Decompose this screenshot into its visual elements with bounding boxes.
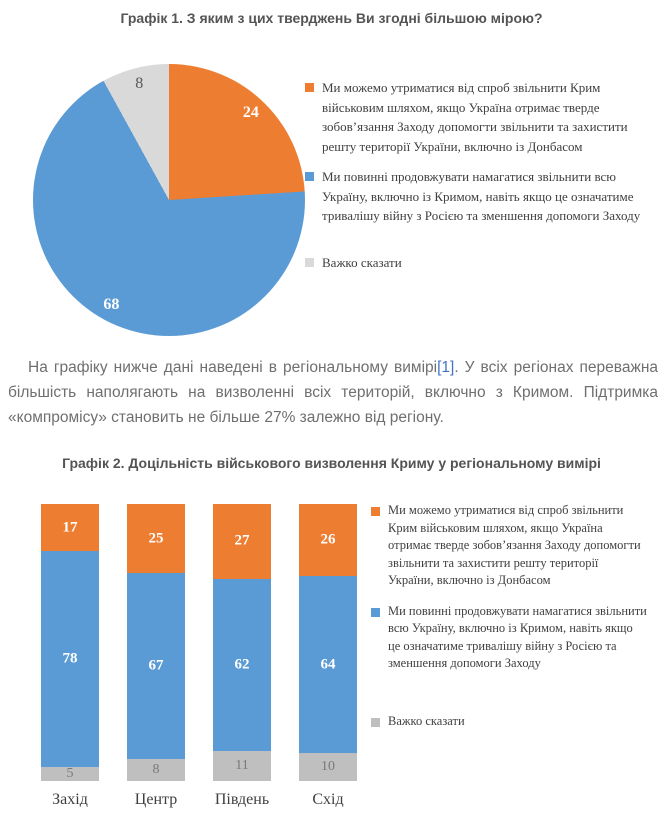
- legend-label: Важко сказати: [388, 713, 465, 728]
- category-label-zakhid: Захід: [52, 791, 88, 808]
- bar-value-label: 17: [62, 519, 78, 536]
- legend-label: Ми повинні продовжувати намагатися звільнити всю Україну, включно із Кримом, навіть якщо це означатиме тривалішу війну з Росією та зменшення допомоги Заходу: [322, 169, 641, 223]
- pie-value-label-liberate-all: 68: [103, 295, 120, 313]
- bar-group-pivden: [213, 504, 271, 809]
- category-label-pivden: Південь: [214, 791, 270, 808]
- bar-group-tsentr: [127, 504, 185, 809]
- bar-segment-orange: [299, 504, 357, 576]
- legend-label: Ми можемо утриматися від спроб звільнити Крим військовим шляхом, якщо Україна отримає тверде зобов’язання Заходу допомогти звільнити та захистити решту території України, включно із Донбасом: [322, 80, 628, 154]
- legend-label: Ми можемо утриматися від спроб звільнити Крим військовим шляхом, якщо Україна отримає тверде зобов’язання Заходу допомогти звільнити та захистити решту території України, включно із Донбасом: [388, 503, 641, 587]
- bar-value-label: 5: [66, 766, 74, 782]
- bar-segment-blue: [41, 551, 99, 767]
- legend-label: Ми повинні продовжувати намагатися звільнити всю Україну, включно із Кримом, навіть якщо це означатиме тривалішу війну з Росією та зменшення допомоги Заходу: [388, 603, 647, 670]
- chart1-legend: [305, 78, 657, 283]
- legend-item-compromise: [305, 78, 657, 156]
- bar-segment-blue: [127, 573, 185, 759]
- legend-item-hard-to-say: [371, 713, 647, 731]
- bar-value-label: 27: [234, 532, 250, 549]
- bar-value-label: 62: [234, 656, 250, 673]
- pie-value-label-compromise: 24: [242, 103, 259, 121]
- pie-value-label-hard-to-say: 8: [135, 75, 144, 93]
- legend-item-compromise: [371, 502, 647, 590]
- paragraph-text-after: . У всіх регіонах переважна більшість наполягають на визволенні всіх територій, включно з Кримом. Підтримка «компромісу» становить не більше 27% залежно від регіону.: [8, 359, 658, 426]
- bar-segment-gray: [299, 753, 357, 781]
- orange-square-icon: [371, 507, 380, 516]
- bar-segment-blue: [299, 576, 357, 753]
- footnote-link-1[interactable]: [1]: [437, 359, 455, 376]
- article-paragraph: [8, 355, 658, 430]
- legend-label: Важко сказати: [322, 254, 402, 270]
- bar-segment-gray: [213, 751, 271, 781]
- bar-group-skhid: [299, 504, 357, 809]
- pie-chart: [33, 64, 305, 336]
- stacked-bar: [127, 504, 185, 781]
- bar-segment-gray: [127, 759, 185, 781]
- bar-value-label: 11: [235, 757, 249, 773]
- chart2-legend: [371, 502, 647, 743]
- blue-square-icon: [305, 172, 314, 181]
- orange-square-icon: [305, 83, 314, 92]
- blue-square-icon: [371, 608, 380, 617]
- bar-value-label: 10: [321, 759, 335, 775]
- chart2-figure: [41, 504, 385, 809]
- bar-value-label: 25: [148, 530, 164, 547]
- category-label-tsentr: Центр: [134, 791, 178, 808]
- stacked-bar: [213, 504, 271, 781]
- chart1-title: Графік 1. З яким з цих тверджень Ви згодні більшою мірою?: [120, 10, 543, 26]
- paragraph-text-before: На графіку нижче дані наведені в регіональному вимірі: [28, 359, 438, 376]
- bar-value-label: 26: [320, 531, 336, 548]
- chart2-title: Графік 2. Доцільність військового визволення Криму у регіональному вимірі: [62, 455, 601, 471]
- bar-value-label: 67: [148, 657, 164, 674]
- legend-item-liberate-all: [371, 603, 647, 673]
- stacked-bar: [41, 504, 99, 781]
- category-label-skhid: Схід: [312, 791, 344, 808]
- bar-segment-orange: [127, 504, 185, 573]
- bar-value-label: 78: [62, 650, 78, 667]
- gray-square-icon: [305, 258, 314, 267]
- legend-item-liberate-all: [305, 167, 657, 226]
- stacked-bar: [299, 504, 357, 781]
- bar-group-zakhid: [41, 504, 99, 809]
- bar-segment-orange: [213, 504, 271, 579]
- legend-item-hard-to-say: [305, 253, 657, 273]
- bar-segment-orange: [41, 504, 99, 551]
- gray-square-icon: [371, 718, 380, 727]
- bar-value-label: 8: [152, 761, 160, 777]
- bar-value-label: 64: [320, 656, 336, 673]
- bar-segment-blue: [213, 579, 271, 751]
- chart1-figure: [33, 64, 305, 336]
- bar-segment-gray: [41, 767, 99, 781]
